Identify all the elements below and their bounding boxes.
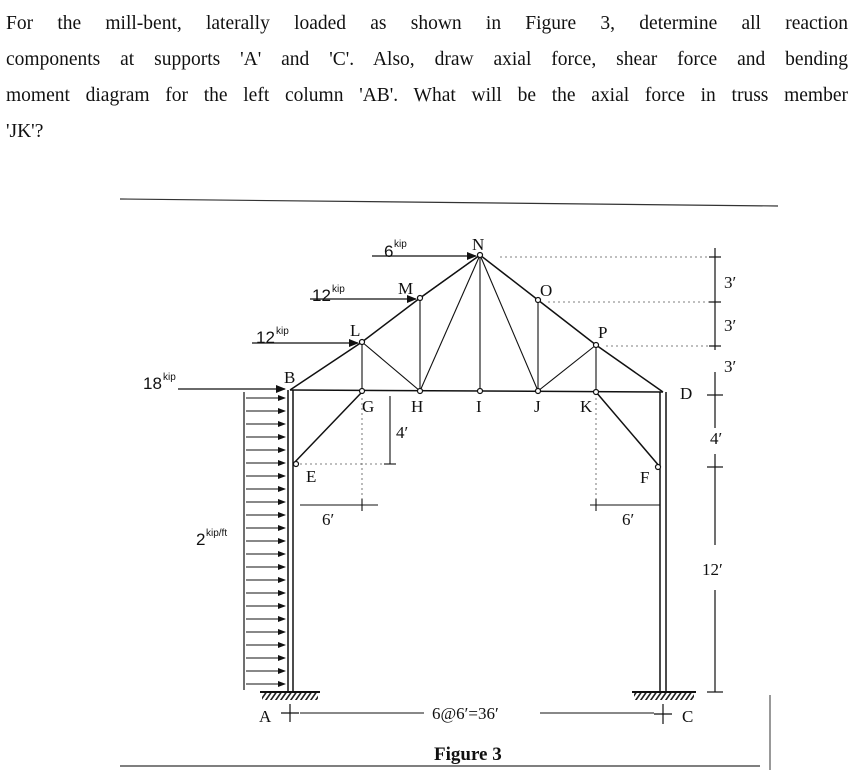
dim-label-f-offset [622, 510, 634, 529]
node-label-F: F [640, 468, 650, 487]
dim-label-knee [710, 429, 722, 448]
node-label-K: K [580, 397, 593, 416]
svg-text:4′: 4′ [710, 429, 723, 448]
node-label-H: H [411, 397, 424, 416]
truss-joints [294, 253, 661, 470]
figure-caption: Figure 3 [434, 744, 502, 765]
load-label-18kip [143, 372, 176, 393]
dim-label-rise3 [724, 357, 736, 376]
svg-text:kip: kip [332, 284, 345, 295]
problem-line-1: For the mill-bent, laterally loaded as shown in Figure 3, determine all reaction [6, 13, 848, 34]
node-label-I: I [476, 397, 482, 416]
svg-text:kip/ft: kip/ft [206, 528, 228, 539]
node-label-L: L [350, 321, 361, 340]
svg-text:4′: 4′ [396, 423, 409, 442]
dim-label-rise2 [724, 316, 736, 335]
load-label-12kip-upper [312, 284, 345, 305]
svg-text:6: 6 [384, 242, 394, 261]
problem-line-3: moment diagram for the left column 'AB'. What will be the axial force in truss member [6, 85, 848, 106]
node-label-N: N [472, 235, 485, 254]
svg-text:kip: kip [276, 326, 289, 337]
svg-text:6′: 6′ [322, 510, 335, 529]
dim-label-h-drop [396, 423, 408, 442]
node-label-C: C [682, 707, 694, 726]
knee-brace-EG [293, 392, 362, 464]
dim-label-rise1 [724, 273, 736, 292]
left-column-AB [288, 390, 293, 692]
svg-text:12: 12 [256, 328, 275, 347]
node-label-B: B [284, 368, 296, 387]
node-label-A: A [259, 707, 272, 726]
svg-text:kip: kip [394, 239, 407, 250]
dim-label-e-offset [322, 510, 334, 529]
knee-brace-KF [596, 392, 660, 467]
h-drop-dimension [384, 396, 396, 464]
svg-text:18: 18 [143, 374, 162, 393]
distributed-load-arrows [244, 392, 285, 690]
svg-text:12: 12 [312, 286, 331, 305]
node-label-E: E [306, 467, 317, 486]
problem-line-4: 'JK'? [6, 121, 44, 142]
truss-diagonals [362, 255, 596, 391]
svg-text:6@6′=36′: 6@6′=36′ [432, 704, 499, 723]
svg-text:kip: kip [163, 372, 176, 383]
svg-text:12′: 12′ [702, 560, 723, 579]
top-rule [120, 199, 778, 206]
node-label-O: O [540, 281, 553, 300]
load-label-udl [196, 528, 227, 549]
svg-text:2: 2 [196, 530, 206, 549]
node-label-G: G [362, 397, 375, 416]
svg-text:3′: 3′ [724, 316, 737, 335]
vertical-dimension-line [707, 248, 723, 692]
dimension-guides [300, 257, 723, 510]
svg-text:3′: 3′ [724, 357, 737, 376]
e-offset-dimension [300, 499, 378, 511]
bottom-chord [290, 390, 663, 392]
load-label-12kip-lower [256, 326, 289, 347]
node-label-J: J [534, 397, 541, 416]
node-label-D: D [680, 384, 693, 403]
svg-text:6′: 6′ [622, 510, 635, 529]
right-column-CD [660, 392, 666, 692]
problem-line-2: components at supports 'A' and 'C'. Also, draw axial force, shear force and bending [6, 49, 848, 70]
node-label-M: M [398, 279, 414, 298]
node-label-P: P [598, 323, 608, 342]
load-label-6kip [384, 239, 407, 261]
dim-label-span [432, 704, 499, 723]
svg-text:3′: 3′ [724, 273, 737, 292]
dim-label-column [702, 560, 723, 579]
